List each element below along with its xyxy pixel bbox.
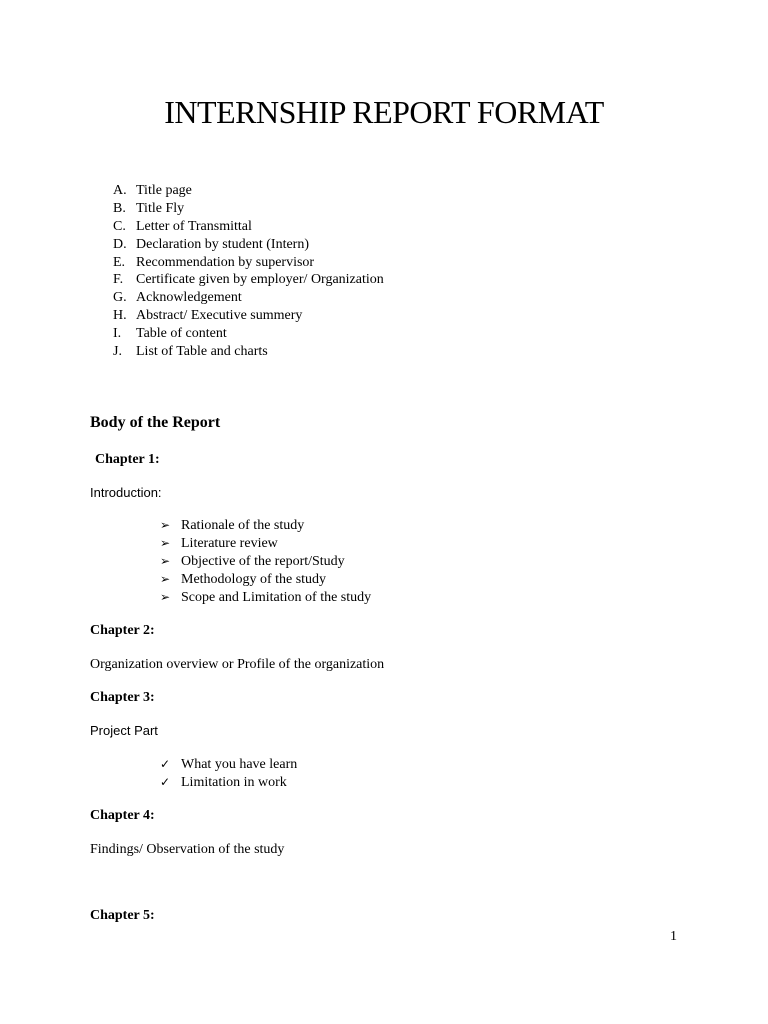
list-marker: I. xyxy=(113,326,122,342)
list-item xyxy=(160,755,297,773)
list-item-text: Letter of Transmittal xyxy=(136,218,252,234)
list-marker: G. xyxy=(113,290,127,306)
list-item-text: Title page xyxy=(136,183,192,198)
front-matter-item xyxy=(113,254,384,272)
checkmark-icon: ✓ xyxy=(160,757,171,771)
front-matter-item xyxy=(113,325,384,343)
list-marker: B. xyxy=(113,200,126,216)
chapter-1-list xyxy=(160,516,371,606)
chapter-4-heading: Chapter 4: xyxy=(90,808,155,823)
chapter-2-description: Organization overview or Profile of the organization xyxy=(90,657,385,672)
page-number: 1 xyxy=(670,929,677,944)
arrow-bullet-icon: ➢ xyxy=(160,518,171,532)
arrow-bullet-icon: ➢ xyxy=(160,554,171,568)
list-marker: E. xyxy=(113,254,126,270)
list-item-text: Table of content xyxy=(136,326,227,342)
list-marker: J. xyxy=(113,344,122,360)
list-item-text: Literature review xyxy=(181,536,278,551)
front-matter-item xyxy=(113,343,384,361)
list-item xyxy=(160,552,371,570)
chapter-1-description: Introduction: xyxy=(90,485,162,500)
list-item-text: List of Table and charts xyxy=(136,344,268,360)
front-matter-item xyxy=(113,289,384,307)
list-marker: A. xyxy=(113,183,127,198)
front-matter-item xyxy=(113,236,384,254)
chapter-4-description: Findings/ Observation of the study xyxy=(90,842,285,857)
list-item xyxy=(160,516,371,534)
list-item-text: Limitation in work xyxy=(181,775,287,790)
body-heading: Body of the Report xyxy=(90,414,221,431)
list-item xyxy=(160,534,371,552)
list-item xyxy=(160,588,371,606)
front-matter-item xyxy=(113,271,384,289)
checkmark-icon: ✓ xyxy=(160,775,171,789)
list-item-text: Certificate given by employer/ Organization xyxy=(136,272,384,288)
list-item-text: Title Fly xyxy=(136,200,185,216)
front-matter-list xyxy=(113,182,384,361)
list-item-text: Scope and Limitation of the study xyxy=(181,590,372,605)
chapter-3-heading: Chapter 3: xyxy=(90,690,155,705)
list-item-text: Objective of the report/Study xyxy=(181,554,345,569)
list-item-text: Declaration by student (Intern) xyxy=(136,236,309,252)
list-item xyxy=(160,570,371,588)
arrow-bullet-icon: ➢ xyxy=(160,536,171,550)
list-item-text: Methodology of the study xyxy=(181,572,327,587)
arrow-bullet-icon: ➢ xyxy=(160,590,171,604)
list-marker: H. xyxy=(113,308,127,324)
list-item-text: What you have learn xyxy=(181,757,298,772)
list-marker: D. xyxy=(113,236,127,252)
chapter-5-heading: Chapter 5: xyxy=(90,908,155,923)
front-matter-item xyxy=(113,182,384,200)
chapter-2-heading: Chapter 2: xyxy=(90,623,155,638)
front-matter-item xyxy=(113,218,384,236)
document-title: INTERNSHIP REPORT FORMAT xyxy=(164,94,604,130)
list-item-text: Abstract/ Executive summery xyxy=(136,308,303,324)
list-marker: F. xyxy=(113,272,124,288)
list-item xyxy=(160,773,297,791)
front-matter-item xyxy=(113,200,384,218)
list-item-text: Recommendation by supervisor xyxy=(136,254,315,270)
chapter-3-list xyxy=(160,755,297,791)
list-item-text: Rationale of the study xyxy=(181,518,305,533)
list-marker: C. xyxy=(113,218,126,234)
chapter-1-heading: Chapter 1: xyxy=(95,452,160,467)
front-matter-item xyxy=(113,307,384,325)
chapter-3-description: Project Part xyxy=(90,723,158,738)
arrow-bullet-icon: ➢ xyxy=(160,572,171,586)
list-item-text: Acknowledgement xyxy=(136,290,242,306)
